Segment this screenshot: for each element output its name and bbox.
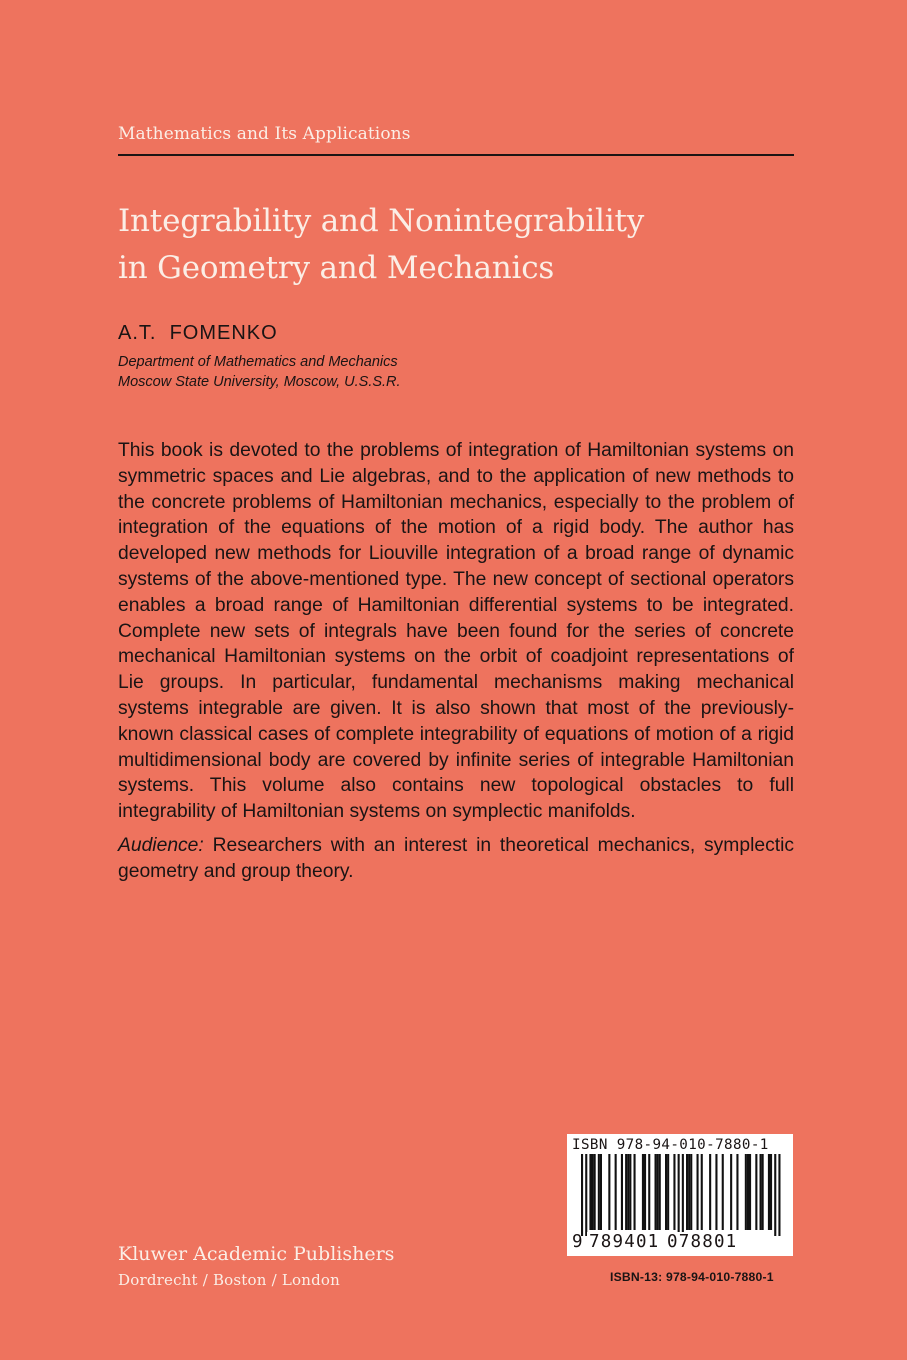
barcode-bar [627,1154,629,1230]
audience-paragraph [118,833,794,885]
barcode-bar [608,1154,610,1230]
barcode-bar [682,1154,684,1236]
audience-text: Researchers with an interest in theoretical mechanics, symplectic geometry and group theory. [118,834,794,882]
barcode-bar [581,1154,583,1236]
barcode-bar [768,1154,770,1230]
barcode-bar [745,1154,747,1230]
series-title: Mathematics and Its Applications [118,124,411,144]
description-text: This book is devoted to the problems of integration of Hamiltonian systems on symmetric spaces and Lie algebras, and to the application of new methods to the concrete problems of Hamiltonian mechanics, especially to the problem of integration of the equations of the motion of a rigid body. The author has developed new methods for Liouville integration of a broad range of dynamic systems of the above-mentioned type. The new concept of sectional operators enables a broad range of Hamiltonian differential systems to be integrated. Complete new sets of integrals have been found for the series of concrete mechanical Hamiltonian systems on the orbit of coadjoint representations of Lie groups. In particular, fundamental mechanisms making mechanical systems integrable are given. It is also shown that most of the previously-known classical cases of complete integrability of equations of motion of a rigid multidimensional body are covered by infinite series of integrable Hamiltonian systems. This volume also contains new topological obstacles to full integrability of Hamiltonian systems on symplectic manifolds. [118,440,794,823]
barcode-bar [657,1154,659,1230]
barcode-bar [629,1154,631,1230]
barcode-bar [594,1154,596,1230]
isbn13-label: ISBN-13: 978-94-010-7880-1 [610,1270,774,1284]
book-title [118,198,798,292]
barcode-bar [762,1154,764,1230]
barcode-bar [600,1154,602,1230]
barcode-bar [730,1154,732,1230]
audience-label: Audience: [118,834,204,856]
barcode-bar [659,1154,661,1230]
barcode-bar [655,1154,657,1230]
barcode-bar [589,1154,591,1230]
barcode-bar [722,1154,724,1230]
barcode-digit-group-2: 078801 [667,1232,738,1252]
book-title-line-2: in Geometry and Mechanics [118,250,555,286]
barcode-bar [749,1154,751,1230]
barcode-bar [778,1154,780,1236]
barcode-bar [701,1154,703,1230]
barcode-bar [665,1154,667,1230]
barcode-isbn-label: ISBN 978-94-010-7880-1 [572,1137,769,1153]
author-name: A.T. FOMENKO [118,322,278,344]
barcode-bar [642,1154,644,1230]
affiliation-line-1: Department of Mathematics and Mechanics [118,354,398,370]
barcode-bar [755,1154,757,1230]
barcode-bar [585,1154,587,1236]
barcode-bar [736,1154,738,1230]
barcode-bar [667,1154,669,1230]
publisher-cities: Dordrecht / Boston / London [118,1271,340,1289]
barcode-bar [621,1154,623,1230]
barcode-bars [567,1154,793,1236]
barcode-bar [770,1154,772,1230]
barcode-bar [678,1154,680,1236]
barcode-bar [774,1154,776,1236]
barcode-bar [690,1154,692,1230]
barcode-digit-group-1: 789401 [589,1232,660,1252]
barcode-bar [673,1154,675,1230]
header-rule [118,154,794,156]
publisher-name: Kluwer Academic Publishers [118,1243,395,1265]
description-block [118,438,794,885]
barcode-bar [747,1154,749,1230]
barcode-bar [709,1154,711,1230]
barcode-bar [686,1154,688,1230]
barcode-bar [715,1154,717,1230]
barcode-bar [697,1154,699,1230]
barcode-bar [644,1154,646,1230]
barcode-bar [615,1154,617,1230]
barcode-bar [688,1154,690,1230]
barcode-bar [625,1154,627,1230]
author-affiliation [118,352,401,392]
book-title-line-1: Integrability and Nonintegrability [118,203,645,239]
affiliation-line-2: Moscow State University, Moscow, U.S.S.R. [118,374,401,390]
barcode-bar [634,1154,636,1230]
barcode-digit-first: 9 [572,1232,584,1252]
barcode-bar [592,1154,594,1230]
barcode-bar [648,1154,650,1230]
barcode-bar [598,1154,600,1230]
barcode-bar [760,1154,762,1230]
